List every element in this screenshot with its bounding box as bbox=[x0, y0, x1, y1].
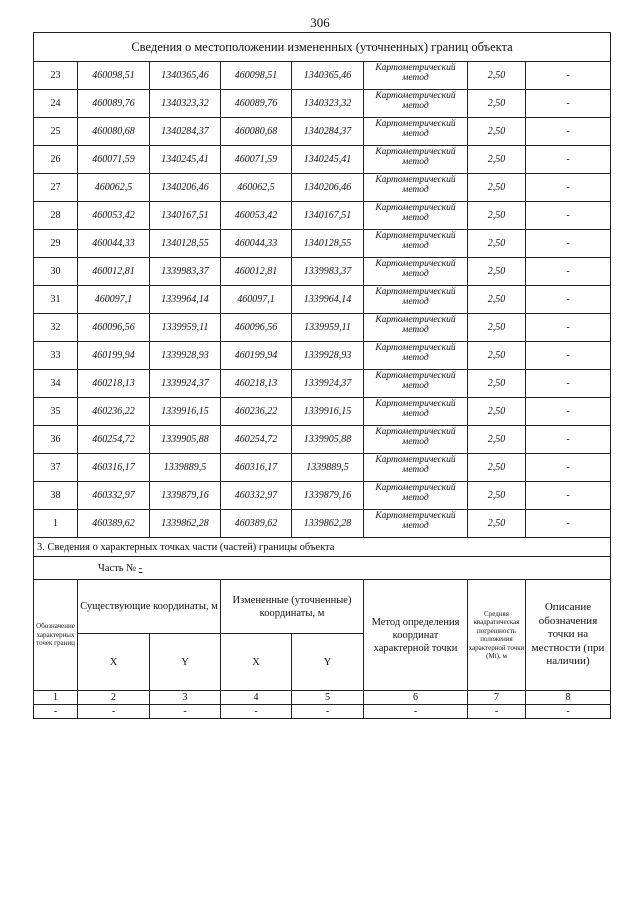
empty-cell: - bbox=[364, 705, 468, 719]
table-row bbox=[34, 118, 611, 146]
cell-method: Картометрический метод bbox=[364, 90, 468, 118]
page-number: 306 bbox=[310, 15, 330, 30]
empty-cell: - bbox=[468, 705, 526, 719]
cell-changed-y: 1339924,37 bbox=[292, 370, 364, 398]
cell-method: Картометрический метод bbox=[364, 314, 468, 342]
cell-existing-y: 1339916,15 bbox=[150, 398, 221, 426]
column-number: 1 bbox=[34, 691, 78, 705]
cell-point-number: 29 bbox=[34, 230, 78, 258]
cell-changed-y: 1339916,15 bbox=[292, 398, 364, 426]
cell-existing-y: 1339964,14 bbox=[150, 286, 221, 314]
cell-existing-x: 460053,42 bbox=[78, 202, 150, 230]
cell-point-number: 34 bbox=[34, 370, 78, 398]
cell-changed-x: 460071,59 bbox=[221, 146, 292, 174]
cell-point-number: 36 bbox=[34, 426, 78, 454]
cell-description: - bbox=[526, 230, 611, 258]
cell-changed-y: 1340365,46 bbox=[292, 62, 364, 90]
cell-accuracy: 2,50 bbox=[468, 90, 526, 118]
cell-existing-y: 1339959,11 bbox=[150, 314, 221, 342]
header-method: Метод определения координат характерной точки bbox=[364, 580, 468, 691]
part-label: Часть № bbox=[98, 562, 137, 574]
cell-changed-x: 460218,13 bbox=[221, 370, 292, 398]
part-row bbox=[34, 557, 611, 580]
cell-existing-x: 460080,68 bbox=[78, 118, 150, 146]
cell-method: Картометрический метод bbox=[364, 482, 468, 510]
column-number: 2 bbox=[78, 691, 150, 705]
cell-existing-y: 1339862,28 bbox=[150, 510, 221, 538]
cell-point-number: 37 bbox=[34, 454, 78, 482]
table-row bbox=[34, 258, 611, 286]
cell-accuracy: 2,50 bbox=[468, 230, 526, 258]
cell-description: - bbox=[526, 510, 611, 538]
cell-method: Картометрический метод bbox=[364, 202, 468, 230]
cell-existing-x: 460089,76 bbox=[78, 90, 150, 118]
header-existing-x: X bbox=[78, 634, 150, 691]
cell-existing-y: 1339924,37 bbox=[150, 370, 221, 398]
cell-accuracy: 2,50 bbox=[468, 482, 526, 510]
cell-accuracy: 2,50 bbox=[468, 370, 526, 398]
cell-existing-y: 1339905,88 bbox=[150, 426, 221, 454]
cell-accuracy: 2,50 bbox=[468, 258, 526, 286]
cell-changed-x: 460098,51 bbox=[221, 62, 292, 90]
cell-changed-x: 460236,22 bbox=[221, 398, 292, 426]
cell-changed-y: 1340323,32 bbox=[292, 90, 364, 118]
cell-method: Картометрический метод bbox=[364, 258, 468, 286]
cell-description: - bbox=[526, 258, 611, 286]
cell-changed-x: 460012,81 bbox=[221, 258, 292, 286]
cell-existing-x: 460044,33 bbox=[78, 230, 150, 258]
cell-existing-y: 1340284,37 bbox=[150, 118, 221, 146]
cell-accuracy: 2,50 bbox=[468, 314, 526, 342]
cell-description: - bbox=[526, 118, 611, 146]
cell-point-number: 24 bbox=[34, 90, 78, 118]
column-number: 8 bbox=[526, 691, 611, 705]
cell-description: - bbox=[526, 146, 611, 174]
cell-changed-x: 460096,56 bbox=[221, 314, 292, 342]
cell-point-number: 30 bbox=[34, 258, 78, 286]
table-row bbox=[34, 286, 611, 314]
column-numbers-row bbox=[34, 691, 611, 705]
cell-point-number: 1 bbox=[34, 510, 78, 538]
table-row bbox=[34, 482, 611, 510]
table-row bbox=[34, 146, 611, 174]
cell-existing-y: 1339879,16 bbox=[150, 482, 221, 510]
cell-method: Картометрический метод bbox=[364, 146, 468, 174]
cell-description: - bbox=[526, 90, 611, 118]
table-row bbox=[34, 90, 611, 118]
cell-point-number: 23 bbox=[34, 62, 78, 90]
table-row bbox=[34, 510, 611, 538]
cell-existing-x: 460218,13 bbox=[78, 370, 150, 398]
header-existing-y: Y bbox=[150, 634, 221, 691]
table-row bbox=[34, 174, 611, 202]
cell-method: Картометрический метод bbox=[364, 398, 468, 426]
cell-method: Картометрический метод bbox=[364, 370, 468, 398]
cell-description: - bbox=[526, 454, 611, 482]
cell-description: - bbox=[526, 398, 611, 426]
cell-changed-y: 1340284,37 bbox=[292, 118, 364, 146]
cell-point-number: 25 bbox=[34, 118, 78, 146]
empty-cell: - bbox=[526, 705, 611, 719]
cell-changed-x: 460053,42 bbox=[221, 202, 292, 230]
cell-accuracy: 2,50 bbox=[468, 146, 526, 174]
cell-changed-x: 460389,62 bbox=[221, 510, 292, 538]
cell-accuracy: 2,50 bbox=[468, 454, 526, 482]
header-changed-y: Y bbox=[292, 634, 364, 691]
cell-changed-x: 460080,68 bbox=[221, 118, 292, 146]
cell-changed-y: 1339964,14 bbox=[292, 286, 364, 314]
cell-changed-y: 1339889,5 bbox=[292, 454, 364, 482]
cell-existing-x: 460236,22 bbox=[78, 398, 150, 426]
cell-existing-y: 1340128,55 bbox=[150, 230, 221, 258]
cell-accuracy: 2,50 bbox=[468, 202, 526, 230]
empty-cell: - bbox=[78, 705, 150, 719]
cell-description: - bbox=[526, 174, 611, 202]
empty-cell: - bbox=[292, 705, 364, 719]
cell-description: - bbox=[526, 342, 611, 370]
cell-existing-x: 460254,72 bbox=[78, 426, 150, 454]
header-changed-coords: Измененные (уточненные) координаты, м bbox=[221, 580, 364, 634]
cell-point-number: 32 bbox=[34, 314, 78, 342]
part-value: - bbox=[138, 562, 143, 574]
cell-method: Картометрический метод bbox=[364, 230, 468, 258]
cell-changed-y: 1340167,51 bbox=[292, 202, 364, 230]
cell-changed-y: 1339983,37 bbox=[292, 258, 364, 286]
column-number: 6 bbox=[364, 691, 468, 705]
boundary-table bbox=[33, 32, 611, 719]
table-row bbox=[34, 230, 611, 258]
cell-accuracy: 2,50 bbox=[468, 118, 526, 146]
cell-existing-x: 460071,59 bbox=[78, 146, 150, 174]
header-description: Описание обозначения точки на местности (при наличии) bbox=[526, 580, 611, 691]
cell-existing-y: 1340206,46 bbox=[150, 174, 221, 202]
empty-cell: - bbox=[150, 705, 221, 719]
cell-accuracy: 2,50 bbox=[468, 174, 526, 202]
section3-title: 3. Сведения о характерных точках части (частей) границы объекта bbox=[34, 538, 611, 557]
cell-point-number: 26 bbox=[34, 146, 78, 174]
cell-existing-y: 1340323,32 bbox=[150, 90, 221, 118]
cell-changed-y: 1339879,16 bbox=[292, 482, 364, 510]
column-number: 5 bbox=[292, 691, 364, 705]
cell-changed-y: 1340245,41 bbox=[292, 146, 364, 174]
section-title: Сведения о местоположении измененных (уточненных) границ объекта bbox=[34, 33, 611, 62]
table-row bbox=[34, 454, 611, 482]
column-number: 7 bbox=[468, 691, 526, 705]
cell-existing-y: 1340167,51 bbox=[150, 202, 221, 230]
cell-changed-y: 1339862,28 bbox=[292, 510, 364, 538]
cell-method: Картометрический метод bbox=[364, 62, 468, 90]
cell-existing-y: 1339889,5 bbox=[150, 454, 221, 482]
cell-changed-y: 1340206,46 bbox=[292, 174, 364, 202]
cell-existing-x: 460332,97 bbox=[78, 482, 150, 510]
cell-existing-x: 460098,51 bbox=[78, 62, 150, 90]
header-accuracy: Средняя квадратическая погрешность положения характерной точки (Mt), м bbox=[468, 580, 526, 691]
table-row bbox=[34, 62, 611, 90]
cell-existing-x: 460097,1 bbox=[78, 286, 150, 314]
cell-changed-y: 1339959,11 bbox=[292, 314, 364, 342]
cell-method: Картометрический метод bbox=[364, 286, 468, 314]
empty-data-row bbox=[34, 705, 611, 719]
cell-changed-x: 460044,33 bbox=[221, 230, 292, 258]
table-row bbox=[34, 342, 611, 370]
cell-existing-y: 1339983,37 bbox=[150, 258, 221, 286]
cell-point-number: 38 bbox=[34, 482, 78, 510]
cell-existing-x: 460062,5 bbox=[78, 174, 150, 202]
cell-method: Картометрический метод bbox=[364, 426, 468, 454]
cell-changed-x: 460332,97 bbox=[221, 482, 292, 510]
cell-existing-x: 460316,17 bbox=[78, 454, 150, 482]
cell-changed-x: 460254,72 bbox=[221, 426, 292, 454]
header-changed-x: X bbox=[221, 634, 292, 691]
cell-existing-x: 460199,94 bbox=[78, 342, 150, 370]
cell-existing-x: 460012,81 bbox=[78, 258, 150, 286]
table-row bbox=[34, 202, 611, 230]
cell-changed-x: 460199,94 bbox=[221, 342, 292, 370]
cell-accuracy: 2,50 bbox=[468, 510, 526, 538]
cell-method: Картометрический метод bbox=[364, 510, 468, 538]
column-number: 4 bbox=[221, 691, 292, 705]
cell-point-number: 27 bbox=[34, 174, 78, 202]
cell-accuracy: 2,50 bbox=[468, 342, 526, 370]
cell-description: - bbox=[526, 314, 611, 342]
cell-description: - bbox=[526, 370, 611, 398]
cell-point-number: 33 bbox=[34, 342, 78, 370]
cell-existing-y: 1340245,41 bbox=[150, 146, 221, 174]
header-existing-coords: Существующие координаты, м bbox=[78, 580, 221, 634]
table-row bbox=[34, 426, 611, 454]
cell-method: Картометрический метод bbox=[364, 174, 468, 202]
cell-point-number: 28 bbox=[34, 202, 78, 230]
cell-changed-x: 460316,17 bbox=[221, 454, 292, 482]
cell-accuracy: 2,50 bbox=[468, 62, 526, 90]
cell-existing-y: 1339928,93 bbox=[150, 342, 221, 370]
cell-description: - bbox=[526, 426, 611, 454]
cell-method: Картометрический метод bbox=[364, 118, 468, 146]
cell-changed-x: 460097,1 bbox=[221, 286, 292, 314]
cell-description: - bbox=[526, 482, 611, 510]
cell-existing-y: 1340365,46 bbox=[150, 62, 221, 90]
cell-accuracy: 2,50 bbox=[468, 286, 526, 314]
cell-method: Картометрический метод bbox=[364, 454, 468, 482]
cell-description: - bbox=[526, 286, 611, 314]
cell-point-number: 31 bbox=[34, 286, 78, 314]
cell-point-number: 35 bbox=[34, 398, 78, 426]
table-row bbox=[34, 314, 611, 342]
empty-cell: - bbox=[34, 705, 78, 719]
cell-changed-x: 460062,5 bbox=[221, 174, 292, 202]
cell-method: Картометрический метод bbox=[364, 342, 468, 370]
cell-description: - bbox=[526, 202, 611, 230]
cell-existing-x: 460096,56 bbox=[78, 314, 150, 342]
table-row bbox=[34, 398, 611, 426]
cell-changed-y: 1340128,55 bbox=[292, 230, 364, 258]
cell-existing-x: 460389,62 bbox=[78, 510, 150, 538]
cell-description: - bbox=[526, 62, 611, 90]
header-point-designation: Обозначение характерных точек границ bbox=[34, 580, 78, 691]
cell-changed-y: 1339928,93 bbox=[292, 342, 364, 370]
cell-changed-x: 460089,76 bbox=[221, 90, 292, 118]
cell-accuracy: 2,50 bbox=[468, 398, 526, 426]
table-row bbox=[34, 370, 611, 398]
empty-cell: - bbox=[221, 705, 292, 719]
column-number: 3 bbox=[150, 691, 221, 705]
cell-changed-y: 1339905,88 bbox=[292, 426, 364, 454]
cell-accuracy: 2,50 bbox=[468, 426, 526, 454]
